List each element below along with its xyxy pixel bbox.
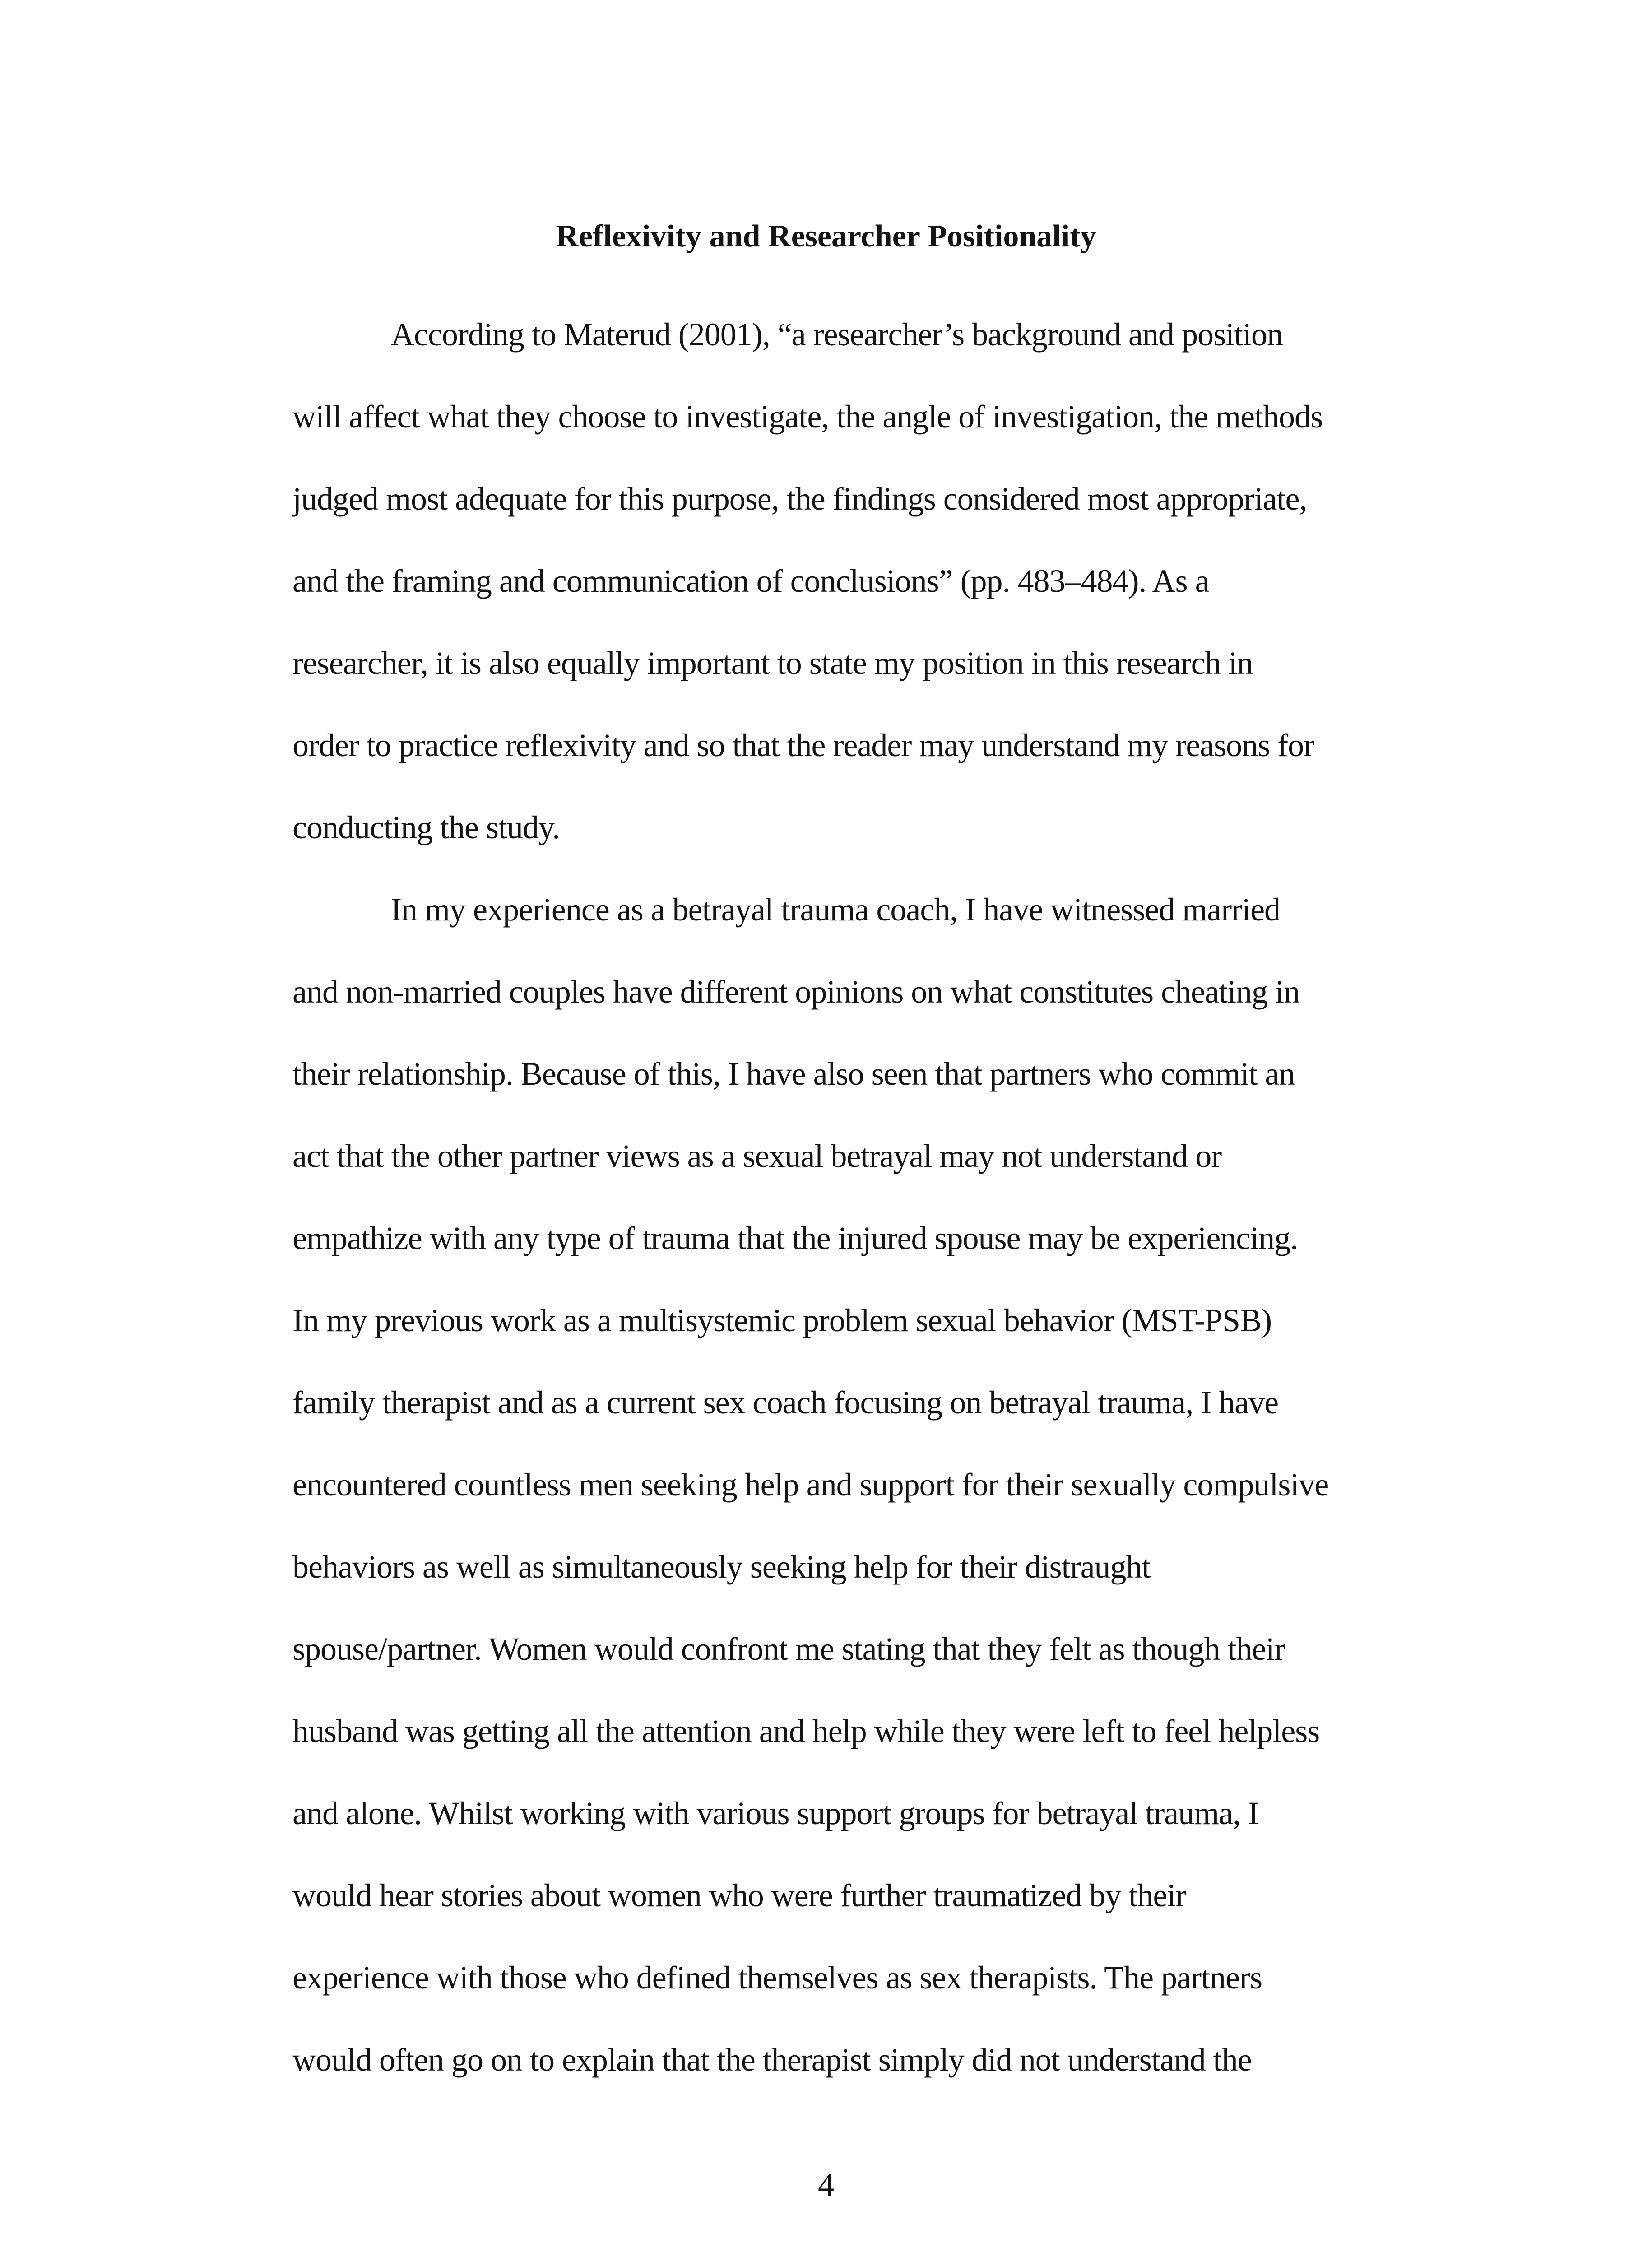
text-line: and the framing and communication of conclusions” (pp. 483–484). As a (292, 563, 1209, 599)
text-line: conducting the study. (292, 809, 560, 845)
text-line: researcher, it is also equally important to state my position in this research in (292, 645, 1253, 681)
text-line: According to Materud (2001), “a researcher’s background and position (391, 316, 1283, 353)
text-line: their relationship. Because of this, I have also seen that partners who commit an (292, 1056, 1295, 1092)
body-text (292, 293, 1367, 2101)
text-line: experience with those who defined themselves as sex therapists. The partners (292, 1960, 1262, 1996)
text-line: spouse/partner. Women would confront me stating that they felt as though their (292, 1631, 1285, 1667)
text-line: judged most adequate for this purpose, the findings considered most appropriate, (292, 481, 1307, 517)
text-line: encountered countless men seeking help and support for their sexually compulsive (292, 1467, 1329, 1503)
text-line: and non-married couples have different opinions on what constitutes cheating in (292, 974, 1300, 1010)
text-line: empathize with any type of trauma that the injured spouse may be experiencing. (292, 1220, 1298, 1256)
paragraph-materud-quote (292, 293, 1367, 868)
text-line: In my previous work as a multisystemic problem sexual behavior (MST-PSB) (292, 1302, 1272, 1338)
text-line: would hear stories about women who were further traumatized by their (292, 1877, 1186, 1913)
text-line: act that the other partner views as a sexual betrayal may not understand or (292, 1138, 1222, 1174)
text-line: and alone. Whilst working with various support groups for betrayal trauma, I (292, 1795, 1259, 1831)
text-line: husband was getting all the attention and help while they were left to feel helpless (292, 1713, 1320, 1749)
text-line: behaviors as well as simultaneously seeking help for their distraught (292, 1549, 1151, 1585)
text-line: In my experience as a betrayal trauma coach, I have witnessed married (391, 892, 1281, 928)
section-heading: Reflexivity and Researcher Positionality (556, 219, 1096, 254)
page-number: 4 (818, 2167, 834, 2203)
text-line: family therapist and as a current sex coach focusing on betrayal trauma, I have (292, 1384, 1279, 1421)
text-line: would often go on to explain that the therapist simply did not understand the (292, 2042, 1252, 2078)
text-line: will affect what they choose to investigate, the angle of investigation, the methods (292, 399, 1323, 435)
text-line: order to practice reflexivity and so that the reader may understand my reasons for (292, 727, 1314, 763)
paragraph-experience (292, 868, 1367, 2101)
